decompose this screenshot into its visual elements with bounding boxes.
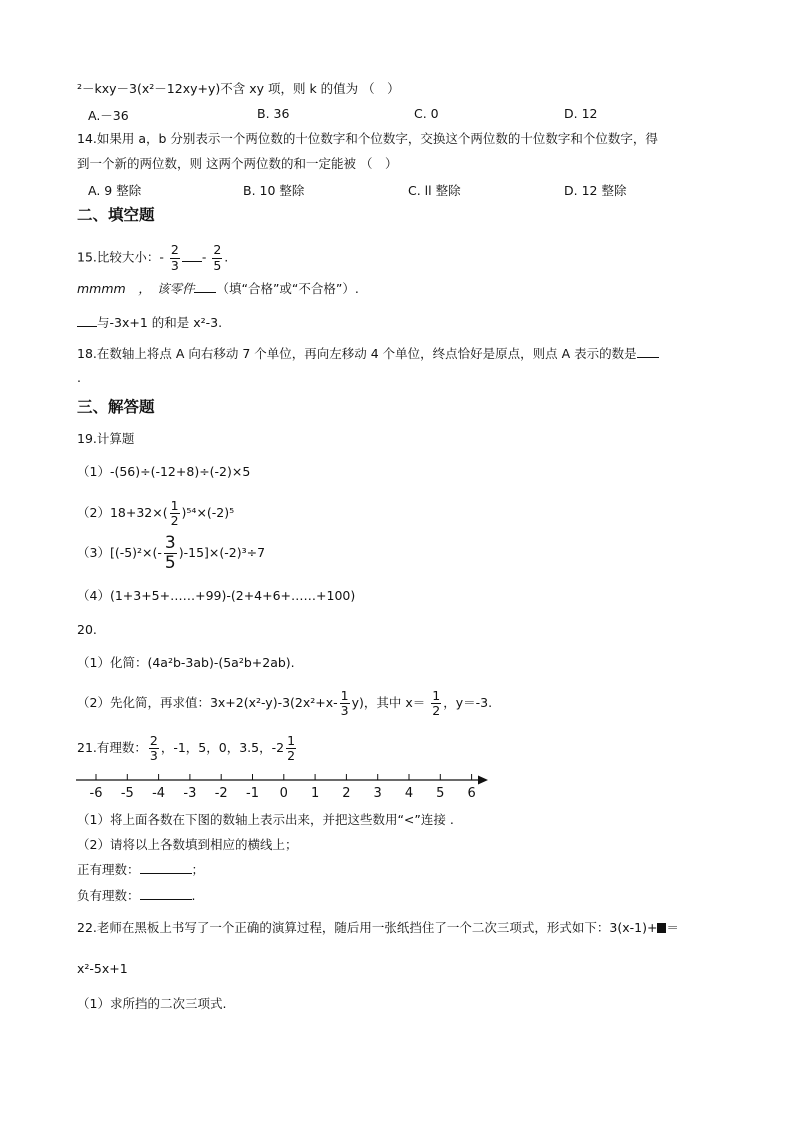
q19-title: 19.计算题 — [77, 431, 135, 446]
q14-option-b: B. 10 整除 — [243, 183, 305, 198]
q15-prefix: 15.比较大小：- — [77, 249, 164, 265]
q19-part3-b: )-15]×(-2)³÷7 — [178, 545, 266, 560]
q17-text: 与-3x+1 的和是 x²-3. — [97, 315, 223, 330]
number-line-tick-label: -1 — [246, 786, 259, 801]
number-line-tick-label: -5 — [120, 786, 134, 801]
q15-answer-blank — [182, 261, 202, 262]
q15-fraction-2: $\frac{2}{5}$ — [213, 242, 222, 273]
q22-line2: x²-5x+1 — [77, 961, 128, 976]
q21-negative-end: . — [191, 888, 196, 903]
number-line-tick-label: 0 — [279, 786, 288, 801]
number-line-tick-label: 3 — [373, 786, 382, 801]
number-line — [76, 770, 496, 806]
q16-suffix: （填“合格”或“不合格”）. — [216, 281, 359, 296]
q15-mid: - — [201, 249, 207, 265]
section-answer-title: 三、解答题 — [77, 398, 155, 416]
q21-part1: （1）将上面各数在下图的数轴上表示出来，并把这些数用“<”连接 . — [77, 812, 454, 827]
q20-part2 — [77, 688, 492, 718]
q14-option-d: D. 12 整除 — [564, 183, 627, 198]
q20-part2-a: （2）先化简，再求值：3x+2(x²-y)-3(2x²+x- — [77, 695, 338, 710]
section-fill-in-title: 二、填空题 — [77, 206, 155, 224]
q19-part2-b: )⁵⁴×(-2)⁵ — [181, 505, 235, 520]
number-line-tick-label: 4 — [404, 786, 414, 801]
q19-part2 — [77, 498, 234, 528]
q21-positive-blank — [140, 873, 192, 874]
q19-part2-fraction: $\frac{1}{2}$ — [170, 497, 179, 528]
number-line-tick-label: 6 — [467, 786, 476, 801]
number-line-tick-label: 1 — [310, 786, 320, 801]
q22-equals: ＝ — [666, 920, 679, 935]
q20-title: 20. — [77, 622, 97, 637]
number-line-ticks — [90, 774, 476, 801]
q15 — [77, 244, 228, 272]
q20-part2-c: ，y＝-3. — [443, 695, 493, 710]
q13-option-a: A.－36 — [88, 108, 129, 123]
q13-option-c: C. 0 — [414, 106, 439, 121]
q17 — [77, 315, 222, 331]
q20-part2-b: y)，其中 x＝ — [351, 695, 426, 710]
q20-part2-fraction-2: $\frac{1}{2}$ — [432, 687, 441, 718]
q21-fraction-1: $\frac{2}{3}$ — [149, 732, 158, 763]
q22-line1 — [77, 920, 679, 936]
q14-line2: 到一个新的两位数，则 这两个两位数的和一定能被 （ ） — [77, 156, 398, 171]
q13-option-d: D. 12 — [564, 106, 598, 121]
q20-part1: （1）化简：(4a²b-3ab)-(5a²b+2ab). — [77, 655, 295, 670]
q21-negative — [77, 888, 196, 904]
q22-text: 22.老师在黑板上书写了一个正确的演算过程，随后用一张纸挡住了一个二次三项式，形式如下：3(x-1)+ — [77, 920, 658, 935]
q21-positive-end: ； — [191, 862, 205, 877]
number-line-tick-label: 5 — [436, 786, 445, 801]
number-line-tick-label: -6 — [89, 786, 103, 801]
q21-fraction-2: $\frac{1}{2}$ — [287, 732, 296, 763]
q21-numbers: ，-1，5，0，3.5，-2 — [160, 740, 285, 755]
q14-option-c: C. ll 整除 — [408, 183, 461, 198]
q14-options — [88, 181, 688, 197]
q13-stem: ²－kxy－3(x²－12xy+y)不含 xy 项，则 k 的值为 （ ） — [77, 81, 400, 96]
q13-option-b: B. 36 — [257, 106, 290, 121]
q22-part1: （1）求所挡的二次三项式. — [77, 996, 227, 1011]
q16 — [77, 281, 359, 297]
q21-negative-blank — [140, 899, 192, 900]
q21-positive — [77, 862, 204, 878]
number-line-tick-label: 2 — [342, 786, 351, 801]
q19-part3 — [77, 533, 265, 573]
q17-answer-blank — [77, 326, 97, 327]
q15-fraction-1: $\frac{2}{3}$ — [170, 242, 179, 273]
q21-prefix: 21.有理数： — [77, 740, 147, 755]
q16-prefix: mmmm ， 该零件 — [77, 281, 195, 296]
number-line-tick-label: -3 — [183, 786, 197, 801]
q16-answer-blank — [194, 292, 216, 293]
q14-line1: 14.如果用 a，b 分别表示一个两位数的十位数字和个位数字，交换这个两位数的十位数字和个位数字，得 — [77, 131, 658, 146]
q21-positive-label: 正有理数： — [77, 862, 140, 877]
q15-suffix: . — [224, 249, 229, 265]
number-line-tick-label: -2 — [214, 786, 228, 801]
q14-option-a: A. 9 整除 — [88, 183, 142, 198]
q18-answer-blank — [637, 357, 659, 358]
q19-part2-a: （2）18+32×( — [77, 505, 168, 520]
number-line-tick-label: -4 — [152, 786, 166, 801]
number-line-arrow-icon — [478, 776, 488, 785]
q21-negative-label: 负有理数： — [77, 888, 140, 903]
q21-stem — [77, 733, 298, 763]
q21-part2: （2）请将以上各数填到相应的横线上； — [77, 837, 298, 852]
q19-part1: （1）-(56)÷(-12+8)÷(-2)×5 — [77, 464, 251, 479]
q18-text: 18.在数轴上将点 A 向右移动 7 个单位，再向左移动 4 个单位，终点恰好是原点，则点 A 表示的数是 — [77, 346, 637, 361]
q19-part3-a: （3）[(-5)²×(- — [77, 545, 162, 560]
q13-options — [88, 106, 688, 122]
q18-line2: . — [77, 370, 81, 385]
q19-part3-fraction: $\frac{3}{5}$ — [164, 533, 176, 573]
q19-part4: （4）(1+3+5+……+99)-(2+4+6+……+100) — [77, 588, 356, 603]
q18-line1 — [77, 346, 659, 362]
q20-part2-fraction-1: $\frac{1}{3}$ — [340, 687, 349, 718]
